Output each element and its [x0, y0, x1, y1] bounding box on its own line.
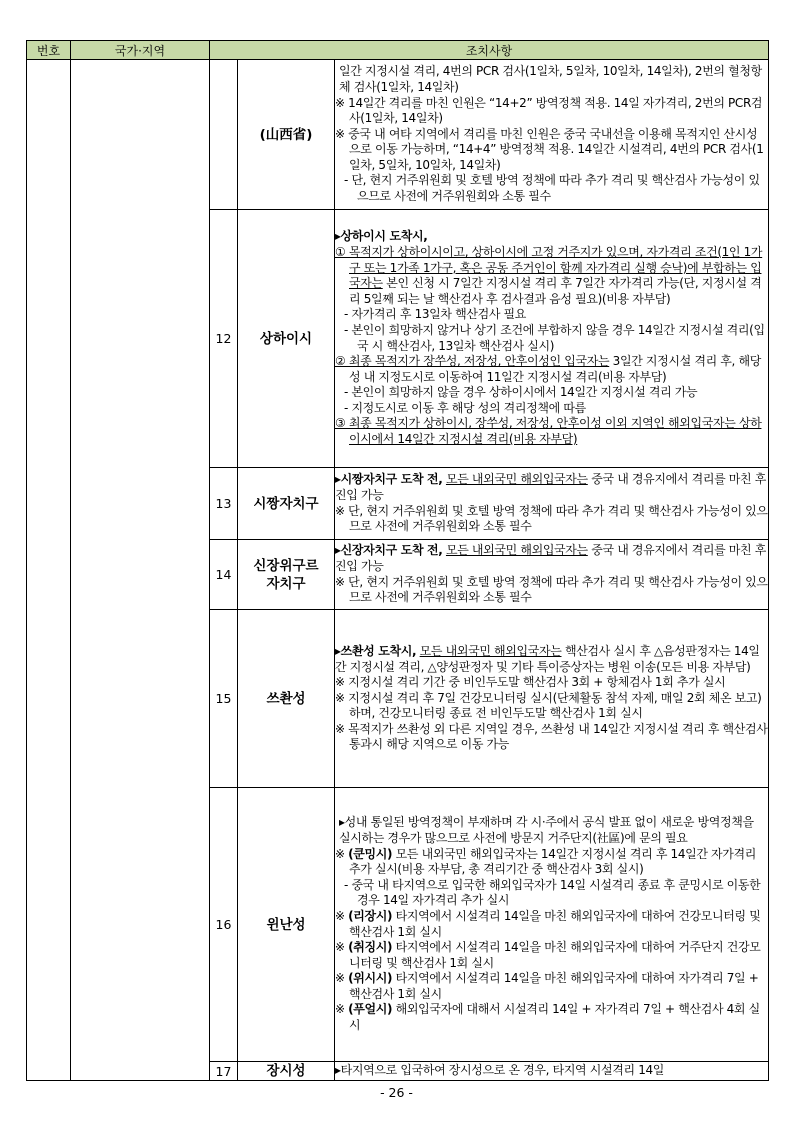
- measure-text: 타지역에서 시설격리 14일을 마친 해외입국자에 대하여 건강모니터링 및 핵산검사 1회 실시: [349, 908, 761, 939]
- row-region: 장시성: [238, 1062, 335, 1081]
- measure-text: 모든 내외국민 해외입국자는 14일간 지정시설 격리 후 14일간 자가격리 추가 실시(비용 자부담, 총 격리기간 중 핵산검사 3회 실시): [349, 846, 757, 877]
- measure-text: 중국 내 경유지에서 격리를 마친 후 진입 가능: [335, 543, 766, 573]
- measure-line: ③ 최종 목적지가 상하이시, 장쑤성, 저장성, 안후이성 이외 지역인 해외입국자는 상하이시에서 14일간 지정시설 격리(비용 자부담): [335, 416, 762, 447]
- row-number: 15: [210, 610, 238, 788]
- measure-line: - 자가격리 후 13일차 핵산검사 필요: [344, 307, 527, 322]
- page-number: - 26 -: [380, 1085, 413, 1100]
- measure-head-bold: ▸시짱자치구 도착 전,: [335, 472, 443, 487]
- measure-head: [335, 644, 768, 675]
- measure-text: 중국 내 경유지에서 격리를 마친 후 진입 가능: [335, 472, 766, 502]
- row-number: 16: [210, 788, 238, 1062]
- city-label: (푸얼시): [348, 1002, 393, 1017]
- region-line-2: 자치구: [266, 575, 306, 592]
- measure-underlined: 모든 내외국민 해외입국자는: [445, 543, 588, 558]
- measure-underlined: ① 목적지가 상하이시이고, 상하이시에 고정 거주지가 있으며, 자가격리 조건(1인 1가구 또는 1가족 1가구, 혹은 공동 주거인이 함께 자가격리 실행 승낙)에 부합하는 입국자는: [335, 244, 763, 291]
- row-measure: [335, 210, 769, 468]
- header-measure: 조치사항: [210, 41, 769, 60]
- measure-line: ※ (쿤밍시) 모든 내외국민 해외입국자는 14일간 지정시설 격리 후 14일간 자가격리 추가 실시(비용 자부담, 총 격리기간 중 핵산검사 3회 실시): [335, 846, 757, 877]
- row-measure: [335, 1062, 769, 1081]
- measure-line: [335, 245, 768, 307]
- measure-text: 본인 신청 시 7일간 지정시설 격리 후 7일간 자가격리 가능(단, 지정시설 격리 5일째 되는 날 핵산검사 후 검사결과 음성 필요)(비용 자부담): [349, 276, 762, 306]
- measure-line: ▸타지역으로 입국하여 장시성으로 온 경우, 타지역 시설격리 14일: [335, 1063, 665, 1078]
- measure-text: 3일간 지정시설 격리 후, 해당 성 내 지정도시로 이동하여 11일간 지정시설 격리(비용 자부담): [349, 354, 761, 384]
- measure-line: ※ (리장시) 타지역에서 시설격리 14일을 마친 해외입국자에 대하여 건강모니터링 및 핵산검사 1회 실시: [335, 908, 761, 939]
- row-measure: [335, 468, 769, 540]
- measure-line: ※ (위시시) 타지역에서 시설격리 14일을 마친 해외입국자에 대하여 자가격리 7일 + 핵산검사 1회 실시: [335, 971, 759, 1001]
- header-number: 번호: [27, 41, 71, 60]
- measure-line: - 본인이 희망하지 않거나 상기 조건에 부합하지 않을 경우 14일간 지정시설 격리(입국 시 핵산검사, 13일차 핵산검사 실시): [344, 322, 765, 353]
- measure-text: 타지역에서 시설격리 14일을 마친 해외입국자에 대하여 자가격리 7일 + 핵산검사 1회 실시: [349, 971, 759, 1001]
- measure-text: 해외입국자에 대해서 시설격리 14일 + 자가격리 7일 + 핵산검사 4회 실시: [349, 1002, 760, 1033]
- region-col-blank: [71, 60, 210, 1081]
- measure-line: - 중국 내 타지역으로 입국한 해외입국자가 14일 시설격리 종료 후 쿤밍시로 이동한 경우 14일 자가격리 추가 실시: [344, 877, 761, 908]
- city-label: (위시시): [348, 971, 393, 986]
- measure-head: [335, 543, 768, 574]
- measure-line: - 단, 현지 거주위원회 및 호텔 방역 정책에 따라 추가 격리 및 핵산검사 가능성이 있으므로 사전에 거주위원회와 소통 필수: [344, 173, 760, 204]
- row-number: 14: [210, 540, 238, 610]
- measure-head: ▸성내 통일된 방역정책이 부재하며 각 시·주에서 공식 발표 없이 새로운 방역정책을 실시하는 경우가 많으므로 사전에 방문지 거주단지(社區)에 문의 필요: [339, 815, 754, 845]
- header-region: 국가·지역: [71, 41, 210, 60]
- measure-line: - 본인이 희망하지 않을 경우 상하이시에서 14일간 지정시설 격리 가능: [344, 385, 698, 400]
- measure-line: ※ (푸얼시) 해외입국자에 대해서 시설격리 14일 + 자가격리 7일 + 핵산검사 4회 실시: [335, 1002, 760, 1033]
- row-region: (山西省): [238, 60, 335, 210]
- measure-underlined: 모든 내외국민 해외입국자는: [419, 643, 562, 658]
- row-measure: [335, 788, 769, 1062]
- measure-head: ▸상하이시 도착시,: [335, 229, 428, 244]
- measure-line: ※ 목적지가 쓰촨성 외 다른 지역일 경우, 쓰촨성 내 14일간 지정시설 격리 후 핵산검사 통과시 해당 지역으로 이동 가능: [335, 721, 768, 752]
- measure-text: 타지역에서 시설격리 14일을 마친 해외입국자에 대하여 거주단지 건강모니터링 및 핵산검사 1회 실시: [349, 940, 761, 970]
- row-number: [210, 60, 238, 210]
- measure-line: ※ 중국 내 여타 지역에서 격리를 마친 인원은 중국 국내선을 이용해 목적지인 산시성으로 이동 가능하며, “14+4” 방역정책 적용. 14일간 시설격리, 4번의 PCR 검사(1일차, 5일차, 10일차, 14일차): [335, 126, 764, 172]
- measure-line: ※ 14일간 격리를 마친 인원은 “14+2” 방역정책 적용. 14일 자가격리, 2번의 PCR검사(1일차, 14일차): [335, 95, 763, 126]
- measure-line: ※ (취징시) 타지역에서 시설격리 14일을 마친 해외입국자에 대하여 거주단지 건강모니터링 및 핵산검사 1회 실시: [335, 940, 761, 970]
- measure-underlined: ② 최종 목적지가 장쑤성, 저장성, 안후이성인 입국자는: [335, 354, 610, 369]
- table-row: [27, 60, 769, 210]
- measure-head-bold: ▸쓰촨성 도착시,: [335, 643, 417, 658]
- number-col-blank: [27, 60, 71, 1081]
- measure-line: ※ 지정시설 격리 후 7일 건강모니터링 실시(단체활동 참석 자제, 매일 2회 체온 보고)하며, 건강모니터링 종료 전 비인두도말 핵산검사 1회 실시: [335, 690, 762, 721]
- region-line-1: 신장위구르: [253, 557, 319, 574]
- measure-text: 핵산검사 실시 후 △음성판정자는 14일간 지정시설 격리, △양성판정자 및 기타 특이증상자는 병원 이송(모든 비용 자부담): [335, 643, 760, 674]
- city-label: (리장시): [348, 908, 393, 923]
- row-number: 17: [210, 1062, 238, 1081]
- measure-line: ※ 단, 현지 거주위원회 및 호텔 방역 정책에 따라 추가 격리 및 핵산검사 가능성이 있으므로 사전에 거주위원회와 소통 필수: [335, 574, 768, 605]
- row-number: 13: [210, 468, 238, 540]
- measure-line: 일간 지정시설 격리, 4번의 PCR 검사(1일차, 5일차, 10일차, 14일차), 2번의 혈청항체 검사(1일차, 14일차): [339, 64, 762, 94]
- city-label: (쿤밍시): [348, 846, 393, 861]
- row-region: 상하이시: [238, 210, 335, 468]
- row-region: 시짱자치구: [238, 468, 335, 540]
- table-header-row: [27, 41, 769, 60]
- measure-line: - 지정도시로 이동 후 해당 성의 격리정책에 따름: [344, 400, 586, 415]
- measure-head: [335, 472, 768, 503]
- row-measure: [335, 60, 769, 210]
- measure-line: ※ 단, 현지 거주위원회 및 호텔 방역 정책에 따라 추가 격리 및 핵산검사 가능성이 있으므로 사전에 거주위원회와 소통 필수: [335, 503, 768, 534]
- measure-underlined: 모든 내외국민 해외입국자는: [445, 472, 588, 487]
- measure-head-bold: ▸신장자치구 도착 전,: [335, 543, 443, 558]
- row-measure: [335, 540, 769, 610]
- measure-line: [335, 354, 768, 385]
- measure-line: ※ 지정시설 격리 기간 중 비인두도말 핵산검사 3회 + 항체검사 1회 추가 실시: [335, 675, 726, 690]
- row-region: [238, 540, 335, 610]
- city-label: (취징시): [348, 940, 393, 955]
- row-region: 윈난성: [238, 788, 335, 1062]
- row-number: 12: [210, 210, 238, 468]
- measures-table: [26, 40, 769, 1081]
- row-region: 쓰촨성: [238, 610, 335, 788]
- row-measure: [335, 610, 769, 788]
